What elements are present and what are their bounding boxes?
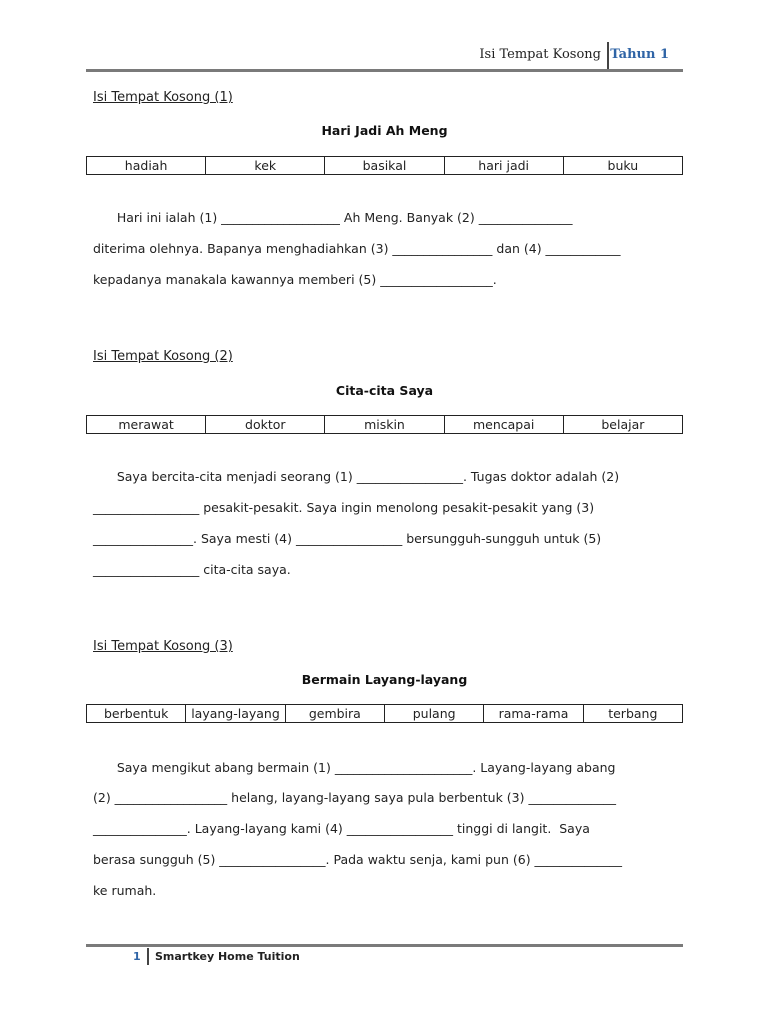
word-bank-item: pulang: [384, 705, 483, 723]
word-bank-item: hadiah: [87, 157, 206, 175]
section-1-line: Hari ini ialah (1) ___________________ Ah Meng. Banyak (2) _______________: [93, 210, 573, 225]
section-2-line: _________________ cita-cita saya.: [93, 562, 291, 577]
word-bank-item: doktor: [206, 416, 325, 434]
section-2-title: Cita-cita Saya: [335, 383, 434, 398]
word-bank-item: hari jadi: [444, 157, 563, 175]
section-3-line: ke rumah.: [93, 883, 157, 898]
section-3-line: Saya mengikut abang bermain (1) ______________________. Layang-layang abang: [93, 760, 616, 775]
section-3-line: berasa sungguh (5) _________________. Pada waktu senja, kami pun (6) ______________: [93, 852, 623, 867]
section-1-label: Isi Tempat Kosong (1): [93, 90, 233, 105]
footer-divider: [147, 948, 149, 965]
section-1-word-bank: [86, 156, 683, 175]
header-divider: [607, 42, 609, 70]
word-bank-item: merawat: [87, 416, 206, 434]
section-1-line: kepadanya manakala kawannya memberi (5) __________________.: [93, 272, 497, 287]
section-3-title: Bermain Layang-layang: [301, 672, 468, 687]
section-2-label: Isi Tempat Kosong (2): [93, 349, 233, 364]
section-3-line: (2) __________________ helang, layang-layang saya pula berbentuk (3) ______________: [93, 790, 616, 805]
section-1-line: diterima olehnya. Bapanya menghadiahkan (3) ________________ dan (4) ____________: [93, 241, 621, 256]
word-bank-item: basikal: [325, 157, 444, 175]
word-bank-item: buku: [563, 157, 682, 175]
word-bank-item: rama-rama: [484, 705, 583, 723]
word-bank-item: kek: [206, 157, 325, 175]
section-2-line: _________________ pesakit-pesakit. Saya ingin menolong pesakit-pesakit yang (3): [93, 500, 595, 515]
word-bank-item: belajar: [563, 416, 682, 434]
word-bank-item: mencapai: [444, 416, 563, 434]
word-bank-item: layang-layang: [186, 705, 285, 723]
page-number: 1: [133, 950, 141, 963]
section-2-line: Saya bercita-cita menjadi seorang (1) _________________. Tugas doktor adalah (2): [93, 469, 620, 484]
word-bank-item: gembira: [285, 705, 384, 723]
footer-text: Smartkey Home Tuition: [155, 950, 300, 963]
page-header: [86, 40, 683, 70]
section-1-title: Hari Jadi Ah Meng: [321, 123, 448, 138]
section-3-label: Isi Tempat Kosong (3): [93, 639, 233, 654]
word-bank-item: miskin: [325, 416, 444, 434]
section-3-line: _______________. Layang-layang kami (4) _________________ tinggi di langit. Saya: [93, 821, 590, 836]
header-title: Isi Tempat Kosong: [479, 47, 601, 62]
word-bank-item: terbang: [583, 705, 682, 723]
section-2-line: ________________. Saya mesti (4) _________________ bersungguh-sungguh untuk (5): [93, 531, 602, 546]
word-bank-item: berbentuk: [87, 705, 186, 723]
section-3-word-bank: [86, 704, 683, 723]
header-year: Tahun 1: [610, 47, 669, 62]
footer-rule: [86, 944, 683, 947]
header-rule: [86, 69, 683, 72]
section-2-word-bank: [86, 415, 683, 434]
